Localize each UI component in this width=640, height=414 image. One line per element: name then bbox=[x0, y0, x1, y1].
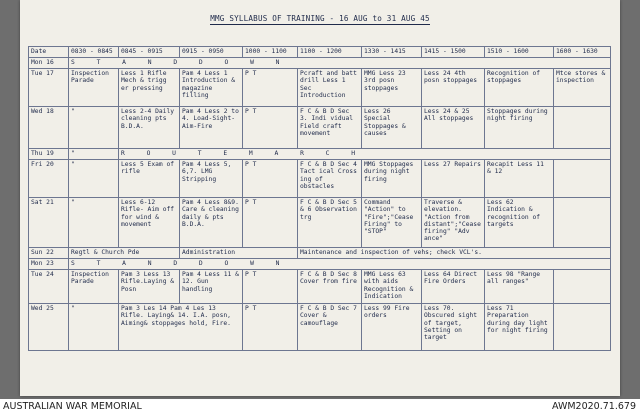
table-cell: Inspection Parade bbox=[69, 69, 119, 107]
training-schedule-table bbox=[28, 46, 611, 351]
table-cell: Less 64 Direct Fire Orders bbox=[422, 270, 485, 304]
table-row bbox=[29, 58, 611, 69]
stand-down-band: S T A N D D O W N bbox=[69, 58, 611, 69]
table-cell: Pam 4 Less 8&9. Care & cleaning daily & pts B.D.A. bbox=[180, 198, 243, 248]
row-date: Sat 21 bbox=[29, 198, 69, 248]
stand-down-band: S T A N D D O W N bbox=[69, 259, 611, 270]
table-cell: Inspection Parade bbox=[69, 270, 119, 304]
table-cell: Pcraft and batt drill Less 1 Sec Introduction bbox=[298, 69, 362, 107]
table-cell: Administration bbox=[180, 248, 298, 259]
table-cell: " bbox=[69, 149, 119, 160]
syllabus-document bbox=[20, 0, 620, 396]
table-cell: Pam 3 Less 13 Rifle.Laying & Posn bbox=[119, 270, 180, 304]
table-cell: Less 71 Preparation during day light for night firing bbox=[485, 304, 554, 351]
table-row bbox=[29, 107, 611, 149]
table-cell: Traverse & elevation. "Action from distant";"Cease firing" "Adv ance" bbox=[422, 198, 485, 248]
row-date: Fri 20 bbox=[29, 160, 69, 198]
table-cell: F C & B D Sec 5 & 6 Observation trg bbox=[298, 198, 362, 248]
table-cell: Less 24 4th posn stoppages bbox=[422, 69, 485, 107]
header-time: 1415 - 1500 bbox=[422, 47, 485, 58]
table-cell: Pam 4 Less 11 & 12. Gun handling bbox=[180, 270, 243, 304]
table-row bbox=[29, 69, 611, 107]
table-cell: P T bbox=[243, 107, 298, 149]
table-cell: Command "Action" to "Fire";"Cease Firing" to "STOP" bbox=[362, 198, 422, 248]
table-cell bbox=[554, 304, 611, 351]
header-time: 0845 - 0915 bbox=[119, 47, 180, 58]
table-cell: Regtl & Church Pde bbox=[69, 248, 180, 259]
table-cell: Pam 3 Les 14 Pam 4 Les 13 Rifle. Laying& 14. I.A. posn, Aiming& stoppages hold, Fire. bbox=[119, 304, 243, 351]
table-cell: MMG Stoppages during night firing bbox=[362, 160, 422, 198]
table-cell: Less 1 Rifle Mech & trigg er pressing bbox=[119, 69, 180, 107]
table-cell: " bbox=[69, 304, 119, 351]
row-date: Tue 24 bbox=[29, 270, 69, 304]
header-time: 0830 - 0845 bbox=[69, 47, 119, 58]
header-time: 1000 - 1100 bbox=[243, 47, 298, 58]
table-cell: Pam 4 Less 1 Introduction & magazine filling bbox=[180, 69, 243, 107]
table-row bbox=[29, 304, 611, 351]
table-cell: Less 99 Fire orders bbox=[362, 304, 422, 351]
table-cell: Stoppages during night firing bbox=[485, 107, 554, 149]
table-cell: P T bbox=[243, 270, 298, 304]
row-date: Wed 25 bbox=[29, 304, 69, 351]
table-cell bbox=[554, 270, 611, 304]
table-cell: Recapit Less 11 & 12 bbox=[485, 160, 554, 198]
table-cell bbox=[554, 160, 611, 198]
table-cell: " bbox=[69, 160, 119, 198]
table-cell: Less 26 Special Stoppages & causes bbox=[362, 107, 422, 149]
table-cell: Less 2-4 Daily cleaning pts B.D.A. bbox=[119, 107, 180, 149]
table-cell: F C & B D Sec 4 Tact ical Cross ing of obstacles bbox=[298, 160, 362, 198]
table-cell: Less 70. Obscured sight of target, Setting on target bbox=[422, 304, 485, 351]
header-date: Date bbox=[29, 47, 69, 58]
table-row bbox=[29, 198, 611, 248]
table-cell: P T bbox=[243, 160, 298, 198]
table-cell: P T bbox=[243, 198, 298, 248]
row-date: Thu 19 bbox=[29, 149, 69, 160]
header-time: 1100 - 1200 bbox=[298, 47, 362, 58]
table-cell: Recognition of stoppages bbox=[485, 69, 554, 107]
table-cell bbox=[554, 198, 611, 248]
row-date: Mon 23 bbox=[29, 259, 69, 270]
table-cell: P T bbox=[243, 69, 298, 107]
table-cell: MMG Less 23 3rd posn stoppages bbox=[362, 69, 422, 107]
table-cell: MMG Less 63 with aids Recognition & Indication bbox=[362, 270, 422, 304]
header-row bbox=[29, 47, 611, 58]
table-cell: Less 5 Exam of rifle bbox=[119, 160, 180, 198]
table-cell: F C & B D Sec 8 Cover from fire bbox=[298, 270, 362, 304]
table-cell: P T bbox=[243, 304, 298, 351]
institution-name: AUSTRALIAN WAR MEMORIAL bbox=[3, 401, 142, 412]
row-date: Tue 17 bbox=[29, 69, 69, 107]
table-cell: F C & B D Sec 7 Cover & camouflage bbox=[298, 304, 362, 351]
row-date: Mon 16 bbox=[29, 58, 69, 69]
table-cell: " bbox=[69, 198, 119, 248]
table-cell: Less 62 Indication & recognition of targets bbox=[485, 198, 554, 248]
table-cell: Less 98 "Range all ranges" bbox=[485, 270, 554, 304]
row-date: Sun 22 bbox=[29, 248, 69, 259]
table-row bbox=[29, 270, 611, 304]
table-row bbox=[29, 160, 611, 198]
table-row bbox=[29, 149, 611, 160]
table-cell: Less 27 Repairs bbox=[422, 160, 485, 198]
header-time: 0915 - 0950 bbox=[180, 47, 243, 58]
header-time: 1600 - 1630 bbox=[554, 47, 611, 58]
table-cell: Pam 4 Less 5, 6,7. LMG Stripping bbox=[180, 160, 243, 198]
table-cell: Maintenance and inspection of vehs; check VCL's. bbox=[298, 248, 611, 259]
header-time: 1330 - 1415 bbox=[362, 47, 422, 58]
table-cell bbox=[554, 107, 611, 149]
table-cell: Less 24 & 25 All stoppages bbox=[422, 107, 485, 149]
table-cell: " bbox=[69, 107, 119, 149]
archive-caption bbox=[0, 400, 640, 414]
table-cell: F C & B D Sec 3. Indi vidual Field craft movement bbox=[298, 107, 362, 149]
row-date: Wed 18 bbox=[29, 107, 69, 149]
table-cell: Pam 4 Less 2 to 4. Load-Sight-Aim-Fire bbox=[180, 107, 243, 149]
table-row bbox=[29, 259, 611, 270]
document-title: MMG SYLLABUS OF TRAINING - 16 AUG to 31 AUG 45 bbox=[210, 14, 430, 23]
accession-number: AWM2020.71.679 bbox=[551, 401, 636, 412]
header-time: 1510 - 1600 bbox=[485, 47, 554, 58]
route-march-band: R O U T E M A R C H bbox=[119, 149, 611, 160]
table-row bbox=[29, 248, 611, 259]
table-cell: Mtce stores & inspection bbox=[554, 69, 611, 107]
table-cell: Less 6-12 Rifle- Aim off for wind & movement bbox=[119, 198, 180, 248]
